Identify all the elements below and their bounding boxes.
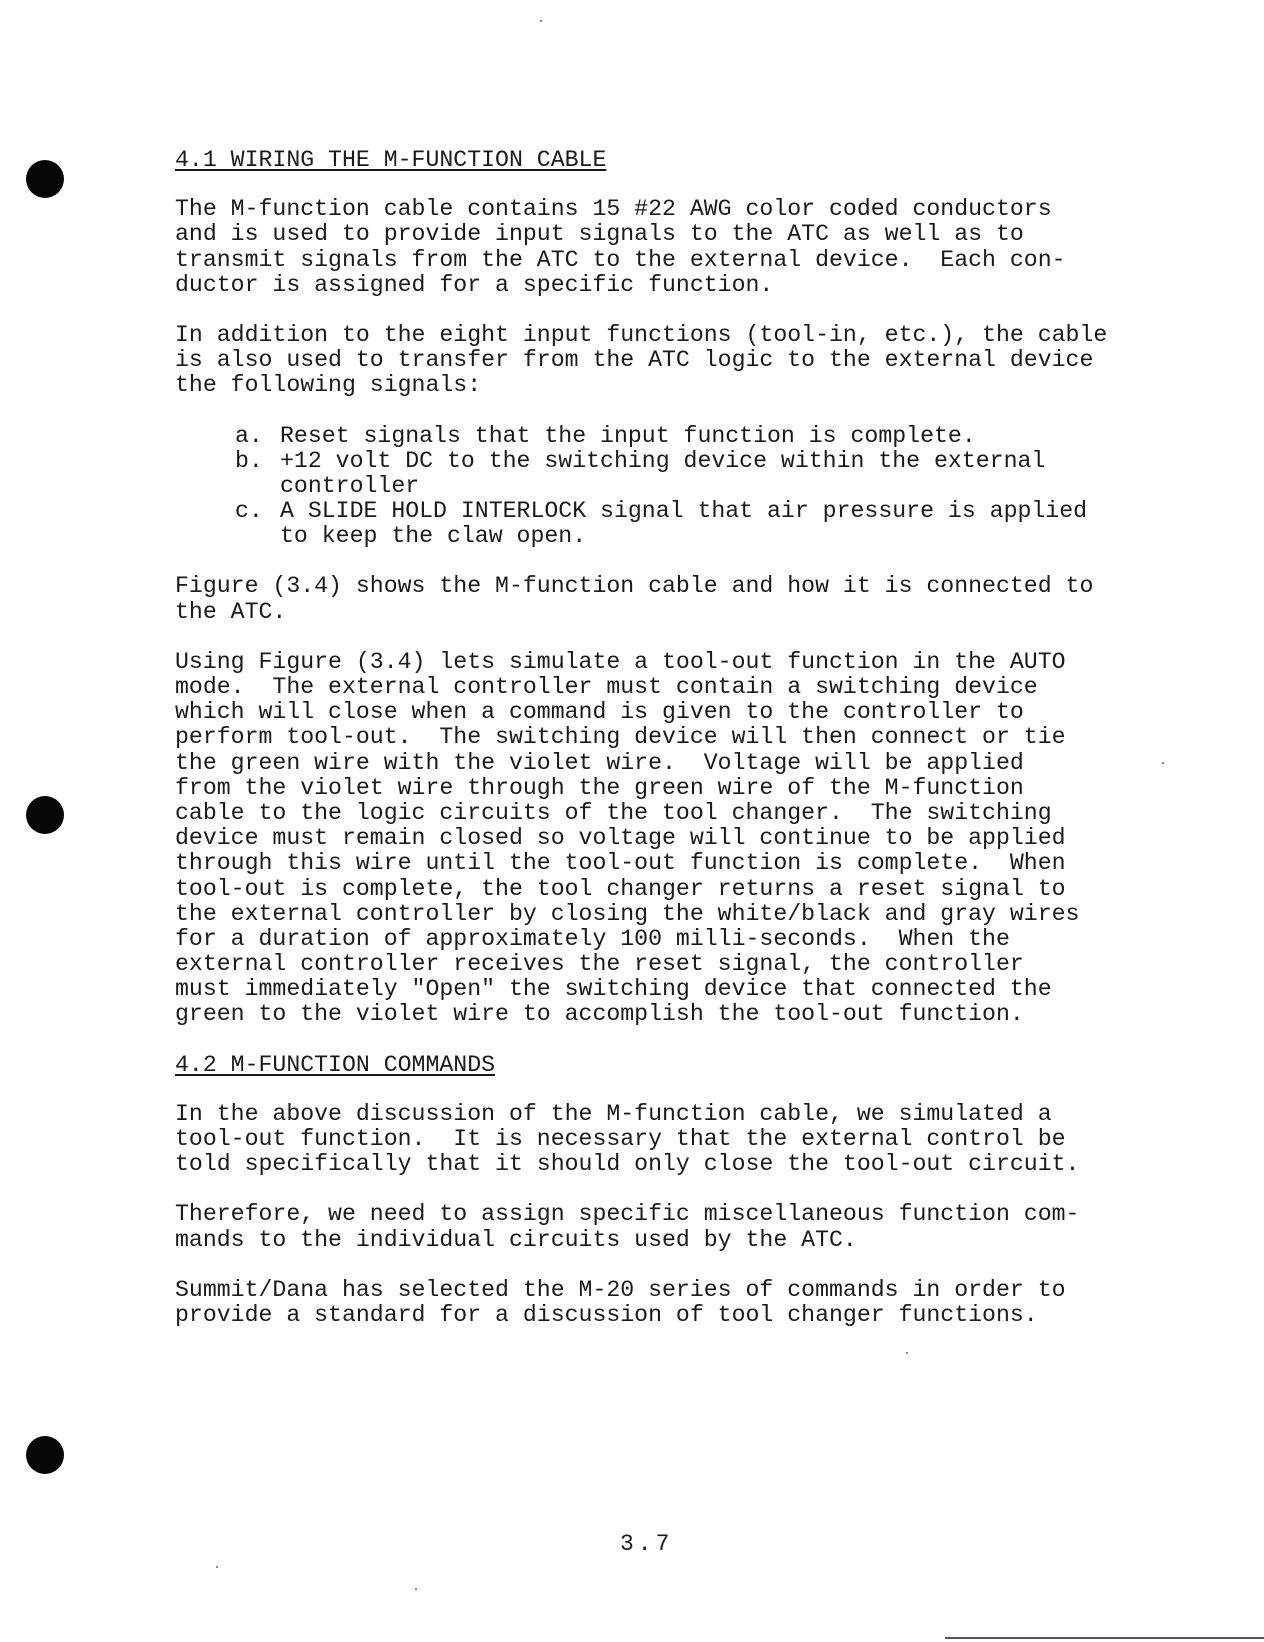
text-line: cable to the logic circuits of the tool changer. The switching (175, 799, 1052, 826)
paragraph-figure-reference (175, 574, 1195, 624)
paragraph-commands-discussion (175, 1102, 1195, 1178)
text-line: the following signals: (175, 372, 482, 399)
text-line: provide a standard for a discussion of tool changer functions. (175, 1301, 1038, 1328)
list-marker: c. (235, 498, 263, 525)
text-line: In addition to the eight input functions (tool-in, etc.), the cable (175, 321, 1108, 348)
list-item-a (235, 424, 1195, 449)
paragraph-cable-description (175, 197, 1195, 298)
paragraph-tool-out-simulation (175, 650, 1195, 1028)
text-line: green to the violet wire to accomplish the tool-out function. (175, 1001, 1024, 1028)
text-line: through this wire until the tool-out function is complete. When (175, 850, 1066, 877)
text-line: Figure (3.4) shows the M-function cable and how it is connected to (175, 573, 1094, 600)
text-line: The M-function cable contains 15 #22 AWG color coded conductors (175, 196, 1052, 223)
scan-edge-line (945, 1637, 1264, 1639)
text-line: which will close when a command is given to the controller to (175, 699, 1024, 726)
text-line: is also used to transfer from the ATC logic to the external device (175, 347, 1094, 374)
signal-list (235, 424, 1195, 550)
paragraph-m20-series (175, 1278, 1195, 1328)
page-number: 3.7 (620, 1531, 674, 1557)
text-line: the green wire with the violet wire. Voltage will be applied (175, 749, 1024, 776)
text-line: must immediately "Open" the switching device that connected the (175, 976, 1052, 1003)
text-line: Reset signals that the input function is complete. (280, 422, 976, 449)
text-line: In the above discussion of the M-function cable, we simulated a (175, 1100, 1052, 1127)
text-line: +12 volt DC to the switching device within the external (280, 447, 1046, 474)
text-line: mode. The external controller must contain a switching device (175, 674, 1038, 701)
list-marker: a. (235, 422, 263, 449)
text-line: the ATC. (175, 598, 287, 625)
scan-speck (216, 1566, 218, 1568)
text-line: A SLIDE HOLD INTERLOCK signal that air pressure is applied (280, 498, 1088, 525)
binder-hole-middle (26, 796, 64, 834)
text-line: mands to the individual circuits used by the ATC. (175, 1226, 857, 1253)
text-line: Summit/Dana has selected the M-20 series of commands in order to (175, 1276, 1066, 1303)
document-body (175, 148, 1195, 1353)
text-line: told specifically that it should only close the tool-out circuit. (175, 1151, 1080, 1178)
text-line: perform tool-out. The switching device will then connect or tie (175, 724, 1066, 751)
text-line: external controller receives the reset signal, the controller (175, 951, 1024, 978)
paragraph-transfer-signals (175, 323, 1195, 399)
text-line: tool-out is complete, the tool changer returns a reset signal to (175, 875, 1066, 902)
text-line: tool-out function. It is necessary that the external control be (175, 1126, 1066, 1153)
text-line: ductor is assigned for a specific function. (175, 271, 774, 298)
text-line: Using Figure (3.4) lets simulate a tool-out function in the AUTO (175, 648, 1066, 675)
section-heading-wiring: 4.1 WIRING THE M-FUNCTION CABLE (175, 147, 607, 173)
binder-hole-top (26, 160, 64, 198)
text-line: to keep the claw open. (280, 523, 587, 550)
list-marker: b. (235, 447, 263, 474)
text-line: controller (280, 472, 420, 499)
paragraph-assign-commands (175, 1202, 1195, 1252)
text-line: from the violet wire through the green wire of the M-function (175, 774, 1024, 801)
list-item-c (235, 499, 1195, 549)
list-item-b (235, 449, 1195, 499)
section-heading-commands: 4.2 M-FUNCTION COMMANDS (175, 1051, 496, 1078)
scan-speck (415, 1588, 417, 1590)
text-line: device must remain closed so voltage will continue to be applied (175, 825, 1066, 852)
scan-speck (540, 20, 542, 22)
text-line: Therefore, we need to assign specific miscellaneous function com- (175, 1201, 1080, 1228)
text-line: the external controller by closing the white/black and gray wires (175, 900, 1080, 927)
text-line: and is used to provide input signals to the ATC as well as to (175, 221, 1024, 248)
text-line: transmit signals from the ATC to the external device. Each con- (175, 246, 1066, 273)
binder-hole-bottom (26, 1436, 64, 1474)
text-line: for a duration of approximately 100 milli-seconds. When the (175, 925, 1010, 952)
